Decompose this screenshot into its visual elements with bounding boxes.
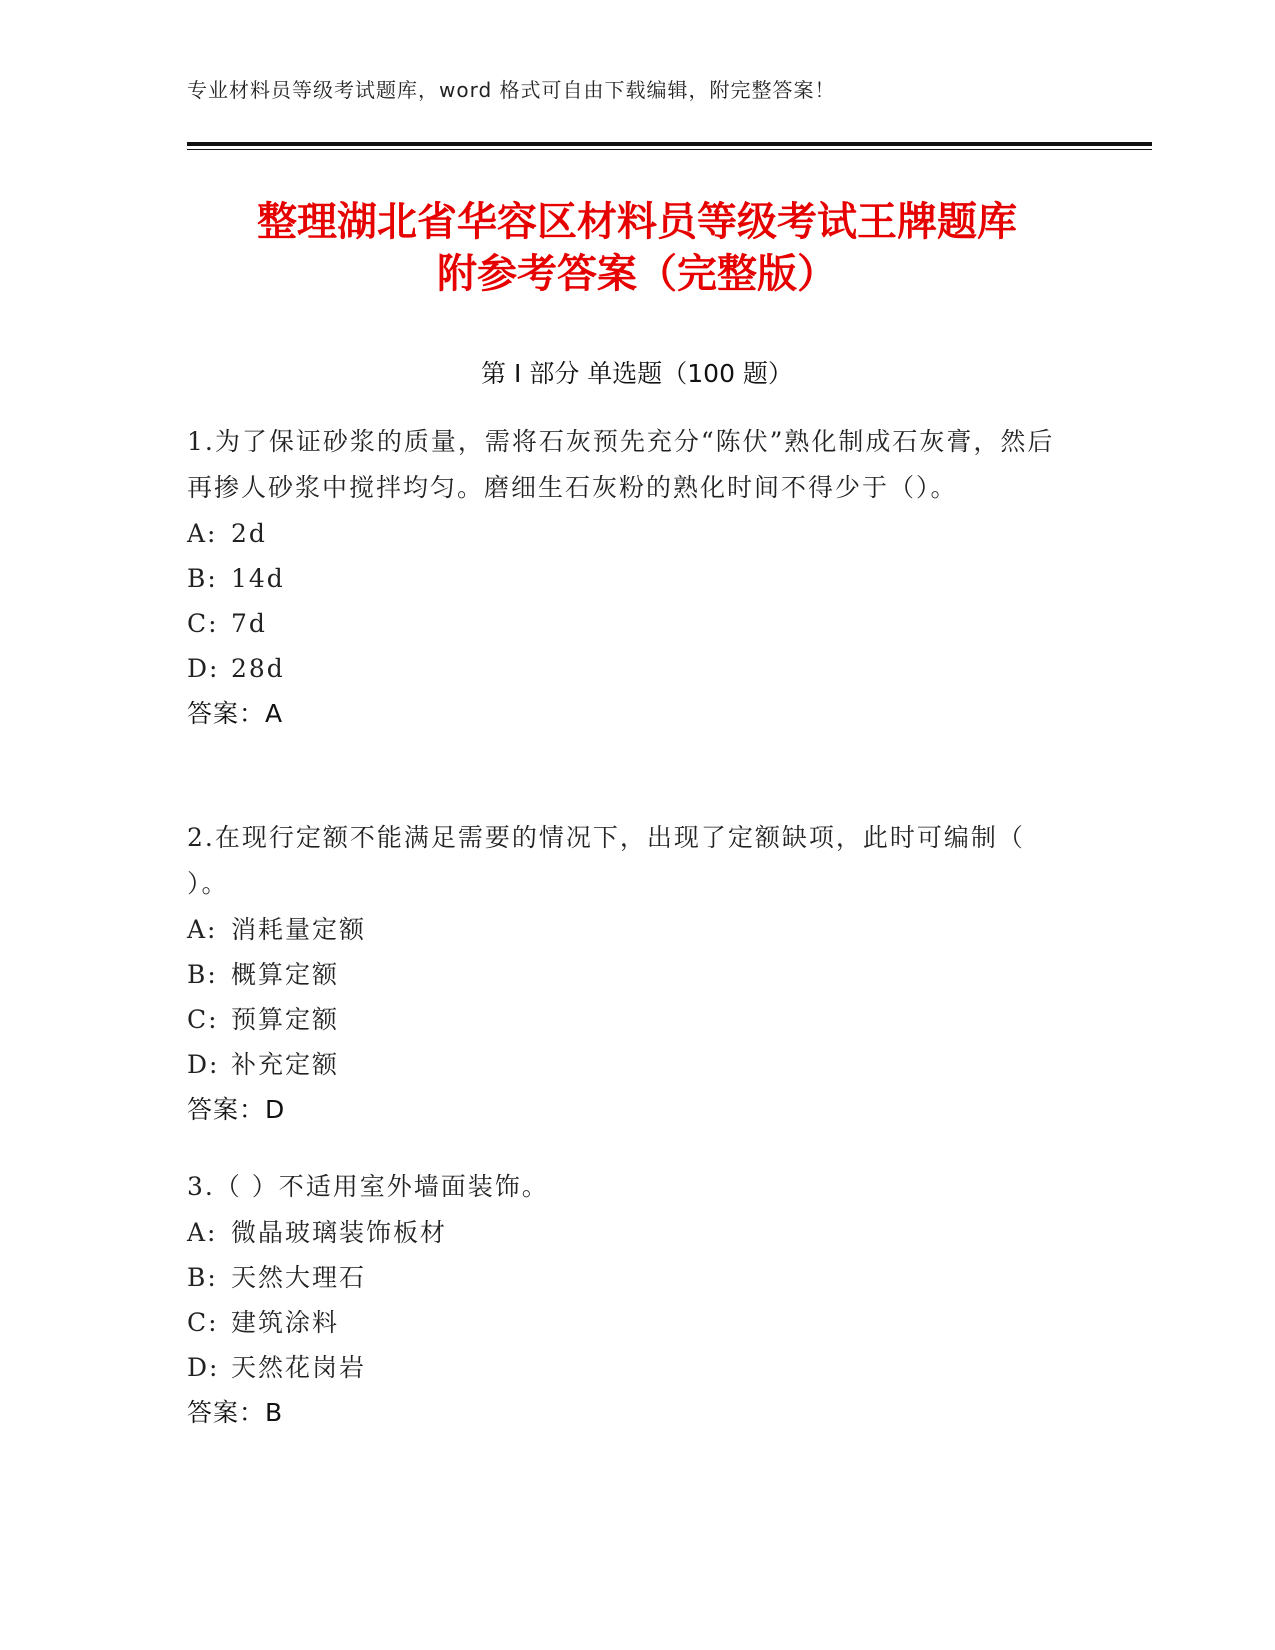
option-b [187, 1255, 1067, 1300]
option-a [187, 1210, 1067, 1255]
question-number: 1. [187, 427, 215, 456]
option-text: 2d [231, 519, 267, 548]
option-c [187, 601, 1067, 646]
header-divider [187, 142, 1152, 146]
answer-line [187, 691, 1067, 737]
answer-value: B [265, 1398, 284, 1427]
option-b [187, 952, 1067, 997]
answer-value: D [265, 1095, 286, 1124]
option-key: D: [187, 654, 220, 683]
option-a [187, 511, 1067, 556]
question-text: 为了保证砂浆的质量，需将石灰预先充分“陈伏”熟化制成石灰膏，然后再掺人砂浆中搅拌均匀。磨细生石灰粉的熟化时间不得少于（）。 [187, 427, 1055, 502]
header-note: 专业材料员等级考试题库，word 格式可自由下载编辑，附完整答案！ [187, 78, 836, 102]
option-text: 概算定额 [231, 960, 340, 989]
answer-line [187, 1087, 1067, 1133]
option-text: 补充定额 [231, 1050, 340, 1079]
answer-value: A [265, 699, 284, 728]
option-key: A: [187, 519, 218, 548]
document-title [187, 196, 1087, 300]
option-key: C: [187, 1005, 219, 1034]
answer-label: 答案： [187, 699, 266, 728]
question-number: 3. [187, 1172, 215, 1201]
option-text: 7d [231, 609, 267, 638]
option-b [187, 556, 1067, 601]
question-3 [187, 1164, 1067, 1436]
option-key: A: [187, 1218, 218, 1247]
option-d [187, 1042, 1067, 1087]
option-key: A: [187, 915, 218, 944]
option-key: D: [187, 1353, 220, 1382]
option-text: 天然花岗岩 [231, 1353, 367, 1382]
option-c [187, 997, 1067, 1042]
option-key: C: [187, 1308, 219, 1337]
option-key: B: [187, 564, 218, 593]
question-number: 2. [187, 823, 215, 852]
question-1 [187, 419, 1067, 737]
option-key: B: [187, 960, 218, 989]
title-line-2: 附参考答案（完整版） [437, 251, 837, 297]
option-d [187, 1345, 1067, 1390]
option-key: D: [187, 1050, 220, 1079]
option-text: 预算定额 [231, 1005, 340, 1034]
question-text: （ ）不适用室外墙面装饰。 [214, 1172, 549, 1201]
option-text: 28d [231, 654, 285, 683]
option-a [187, 907, 1067, 952]
question-stem [187, 815, 1067, 907]
answer-label: 答案： [187, 1398, 266, 1427]
option-text: 14d [231, 564, 285, 593]
answer-label: 答案： [187, 1095, 266, 1124]
question-text: 在现行定额不能满足需要的情况下，出现了定额缺项，此时可编制（ ）。 [187, 823, 1025, 898]
answer-line [187, 1390, 1067, 1436]
question-stem [187, 1164, 1067, 1210]
option-text: 建筑涂料 [231, 1308, 340, 1337]
section-title: 第 I 部分 单选题（100 题） [481, 359, 793, 388]
title-line-1: 整理湖北省华容区材料员等级考试王牌题库 [257, 199, 1017, 245]
option-d [187, 646, 1067, 691]
header-divider-thin [187, 149, 1152, 150]
option-text: 天然大理石 [231, 1263, 367, 1292]
option-c [187, 1300, 1067, 1345]
option-text: 消耗量定额 [231, 915, 367, 944]
question-2 [187, 815, 1067, 1133]
option-key: B: [187, 1263, 218, 1292]
option-key: C: [187, 609, 219, 638]
option-text: 微晶玻璃装饰板材 [231, 1218, 448, 1247]
question-stem [187, 419, 1067, 511]
